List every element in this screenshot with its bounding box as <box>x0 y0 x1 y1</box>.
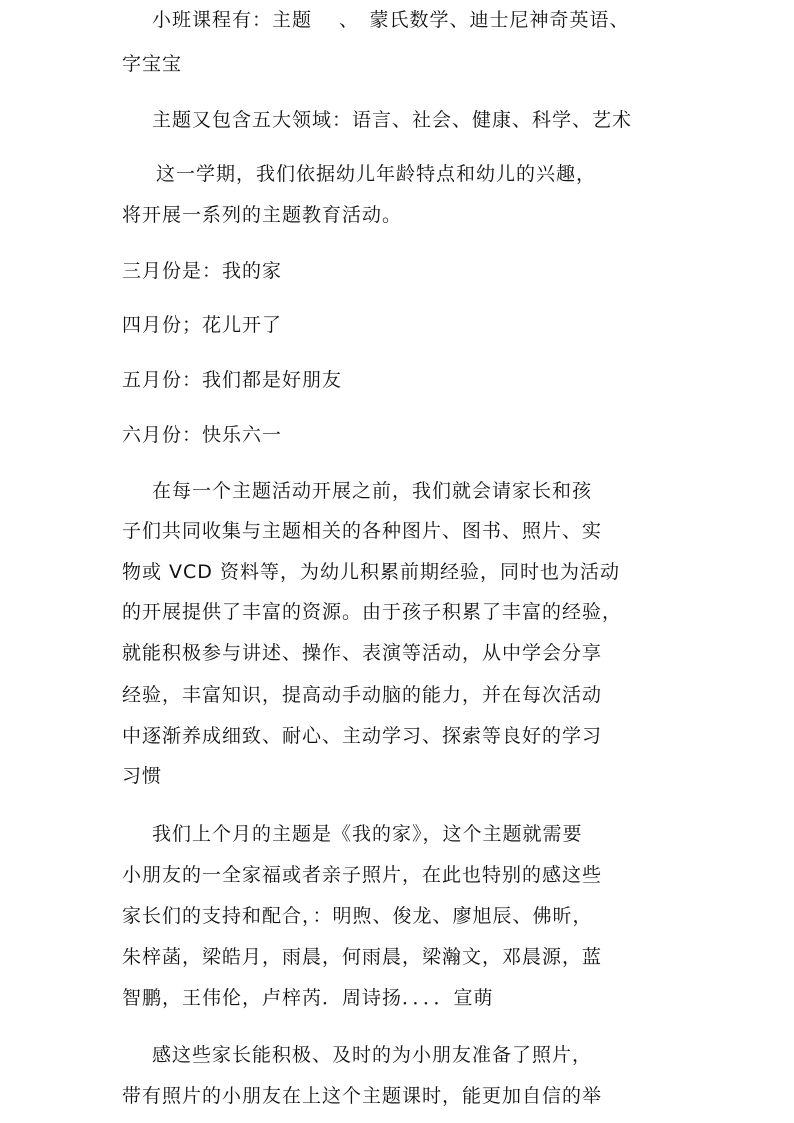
domains-line: 主题又包含五大领域：语言、社会、健康、科学、艺术 <box>152 109 633 131</box>
thanks-line-2: 小朋友的一全家福或者亲子照片，在此也特别的感这些 <box>122 864 603 886</box>
march-theme: 三月份是：我的家 <box>122 260 283 282</box>
activities-line-5: 就能积极参与讲述、操作、表演等活动，从中学会分享 <box>122 642 603 664</box>
thanks-line-5: 智鹏，王伟伦，卢梓芮．周诗扬．．．．宣萌 <box>122 987 494 1009</box>
thanks-line-1: 我们上个月的主题是《我的家》，这个主题就需要 <box>152 823 583 845</box>
thanks-line-4: 朱梓菡，梁皓月，雨晨，何雨晨，梁瀚文，邓晨源，蓝 <box>122 946 603 968</box>
photos-line-1: 感这些家长能积极、及时的为小朋友准备了照片， <box>152 1044 593 1066</box>
curriculum-line-2: 字宝宝 <box>122 53 183 75</box>
april-theme: 四月份；花儿开了 <box>122 314 283 336</box>
activities-line-1: 在每一个主题活动开展之前，我们就会请家长和孩 <box>152 480 593 502</box>
activities-line-3: 物或 VCD 资料等，为幼儿积累前期经验，同时也为活动 <box>122 561 620 583</box>
thanks-line-3: 家长们的支持和配合，：明煦、俊龙、廖旭辰、佛昕， <box>122 905 593 927</box>
activities-line-8: 习惯 <box>122 765 163 787</box>
curriculum-line-1: 小班课程有：主题 、 蒙氏数学、迪士尼神奇英语、 <box>152 9 630 31</box>
semester-line-1: 这一学期，我们依据幼儿年龄特点和幼儿的兴趣， <box>156 163 597 185</box>
activities-line-6: 经验，丰富知识，提高动手动脑的能力，并在每次活动 <box>122 684 603 706</box>
june-theme: 六月份：快乐六一 <box>122 424 283 446</box>
activities-line-4: 的开展提供了丰富的资源。由于孩子积累了丰富的经验， <box>122 601 623 623</box>
activities-line-7: 中逐渐养成细致、耐心、主动学习、探索等良好的学习 <box>122 725 603 747</box>
may-theme: 五月份：我们都是好朋友 <box>122 369 343 391</box>
semester-line-2: 将开展一系列的主题教育活动。 <box>122 204 403 226</box>
photos-line-2: 带有照片的小朋友在上这个主题课时，能更加自信的举 <box>122 1085 603 1107</box>
activities-line-2: 子们共同收集与主题相关的各种图片、图书、照片、实 <box>122 520 603 542</box>
